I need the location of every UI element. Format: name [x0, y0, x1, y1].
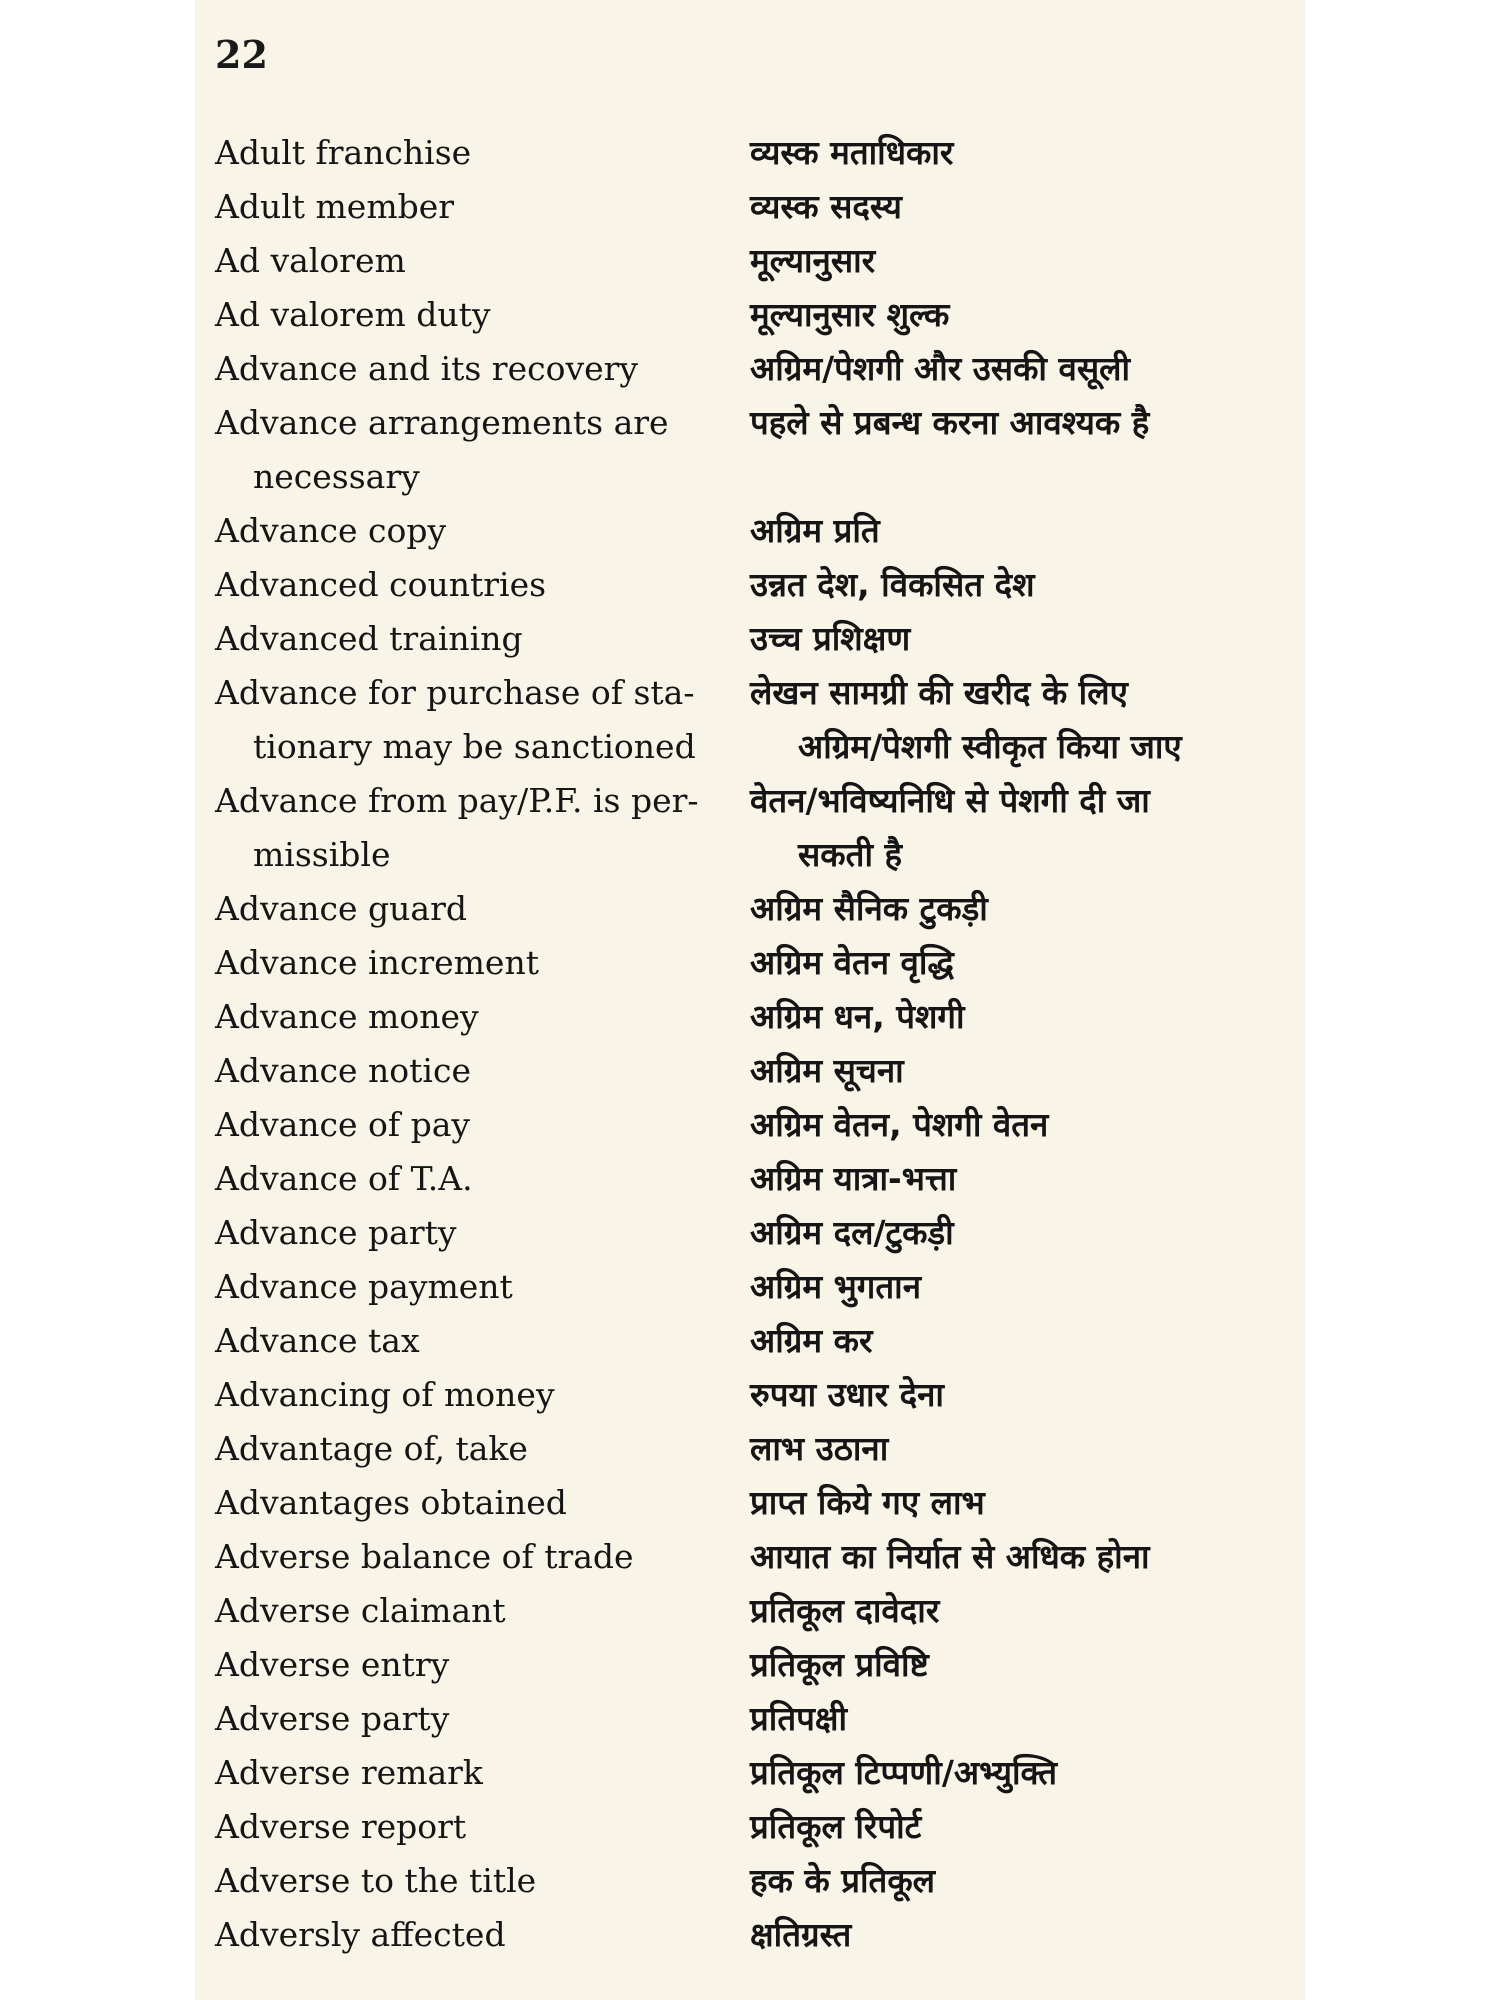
hindi-meaning-text: पहले से प्रबन्ध करना आवश्यक है [750, 403, 1150, 442]
glossary-entry [215, 1152, 1290, 1206]
glossary-entry [215, 1638, 1290, 1692]
glossary-entry [215, 1908, 1290, 1962]
glossary-entry [215, 936, 1290, 990]
english-term [215, 1044, 715, 1098]
english-term-text: Advance guard [215, 889, 467, 928]
english-term [215, 1692, 715, 1746]
hindi-meaning [750, 612, 1290, 666]
hindi-meaning-text: प्रतिकूल टिप्पणी/अभ्युक्ति [750, 1753, 1058, 1792]
hindi-meaning [750, 234, 1290, 288]
english-term [215, 666, 715, 774]
hindi-meaning-text: अग्रिम यात्रा-भत्ता [750, 1159, 957, 1198]
glossary-entry [215, 504, 1290, 558]
hindi-meaning-text: मूल्यानुसार शुल्क [750, 295, 950, 334]
hindi-meaning-text: अग्रिम धन, पेशगी [750, 997, 965, 1036]
english-term-text: Advance money [215, 997, 479, 1036]
hindi-meaning-text: अग्रिम प्रति [750, 511, 880, 550]
glossary-entry [215, 1530, 1290, 1584]
hindi-meaning [750, 990, 1290, 1044]
english-term-text: Ad valorem duty [215, 295, 491, 334]
hindi-meaning [750, 1422, 1290, 1476]
english-term-text: Adverse to the title [215, 1861, 537, 1900]
hindi-meaning-text: अग्रिम/पेशगी और उसकी वसूली [750, 349, 1131, 388]
glossary-entry [215, 180, 1290, 234]
hindi-meaning-text: उच्च प्रशिक्षण [750, 619, 911, 658]
english-term [215, 234, 715, 288]
hindi-meaning [750, 1584, 1290, 1638]
hindi-meaning [750, 666, 1290, 774]
hindi-meaning [750, 180, 1290, 234]
hindi-meaning-text: हक के प्रतिकूल [750, 1861, 936, 1900]
english-term [215, 1584, 715, 1638]
hindi-meaning [750, 558, 1290, 612]
glossary-entry [215, 558, 1290, 612]
hindi-meaning-text: प्राप्त किये गए लाभ [750, 1483, 985, 1522]
hindi-meaning [750, 342, 1290, 396]
glossary-entry [215, 774, 1290, 882]
hindi-meaning-text: अग्रिम वेतन, पेशगी वेतन [750, 1105, 1049, 1144]
hindi-meaning-text: अग्रिम वेतन वृद्धि [750, 943, 954, 982]
hindi-meaning-text: रुपया उधार देना [750, 1375, 944, 1414]
hindi-meaning [750, 882, 1290, 936]
english-term-text: Advance of T.A. [215, 1159, 473, 1198]
glossary-entry [215, 126, 1290, 180]
english-term [215, 1260, 715, 1314]
english-term-text: Advance for purchase of sta- [215, 673, 695, 712]
hindi-meaning [750, 1638, 1290, 1692]
hindi-meaning-text: प्रतिकूल प्रविष्टि [750, 1645, 929, 1684]
hindi-meaning-text: वेतन/भविष्यनिधि से पेशगी दी जा [750, 781, 1150, 820]
glossary-entry [215, 1800, 1290, 1854]
glossary-entry [215, 396, 1290, 504]
glossary-entry [215, 1422, 1290, 1476]
glossary-entry [215, 882, 1290, 936]
english-term [215, 1422, 715, 1476]
english-term-text: Advance party [215, 1213, 457, 1252]
hindi-meaning-text: क्षतिग्रस्त [750, 1915, 852, 1954]
glossary-entry [215, 666, 1290, 774]
english-term-continuation: missible [253, 835, 391, 874]
english-term [215, 882, 715, 936]
english-term-text: Advancing of money [215, 1375, 555, 1414]
english-term-continuation: necessary [253, 457, 420, 496]
hindi-meaning-text: प्रतिकूल दावेदार [750, 1591, 940, 1630]
english-term-text: Advantage of, take [215, 1429, 528, 1468]
hindi-meaning [750, 1098, 1290, 1152]
english-term [215, 180, 715, 234]
english-term [215, 1530, 715, 1584]
hindi-meaning-text: लाभ उठाना [750, 1429, 889, 1468]
hindi-meaning-text: लेखन सामग्री की खरीद के लिए [750, 673, 1128, 712]
page-number: 22 [215, 32, 268, 77]
hindi-meaning [750, 1692, 1290, 1746]
english-term [215, 612, 715, 666]
english-term [215, 774, 715, 882]
hindi-meaning-text: व्यस्क मताधिकार [750, 133, 954, 172]
hindi-meaning-continuation: अग्रिम/पेशगी स्वीकृत किया जाए [798, 727, 1182, 766]
glossary-entry [215, 1260, 1290, 1314]
hindi-meaning [750, 1044, 1290, 1098]
hindi-meaning [750, 1476, 1290, 1530]
english-term-text: Adult franchise [215, 133, 472, 172]
hindi-meaning [750, 504, 1290, 558]
hindi-meaning [750, 1314, 1290, 1368]
english-term-text: Advanced countries [215, 565, 547, 604]
english-term [215, 1314, 715, 1368]
hindi-meaning-text: प्रतिपक्षी [750, 1699, 848, 1738]
glossary-entry [215, 990, 1290, 1044]
hindi-meaning [750, 1854, 1290, 1908]
hindi-meaning-text: व्यस्क सदस्य [750, 187, 902, 226]
hindi-meaning [750, 774, 1290, 882]
english-term-text: Adult member [215, 187, 455, 226]
english-term-text: Advance from pay/P.F. is per- [215, 781, 699, 820]
english-term-text: Advance arrangements are [215, 403, 669, 442]
glossary-entry [215, 1098, 1290, 1152]
glossary-entry [215, 1854, 1290, 1908]
english-term-text: Adverse remark [215, 1753, 483, 1792]
english-term [215, 1368, 715, 1422]
english-term-text: Adverse balance of trade [215, 1537, 634, 1576]
english-term [215, 1908, 715, 1962]
english-term-text: Advance notice [215, 1051, 471, 1090]
glossary-entry [215, 342, 1290, 396]
english-term-text: Advance of pay [215, 1105, 471, 1144]
hindi-meaning-continuation: सकती है [798, 835, 903, 874]
glossary-entry [215, 1746, 1290, 1800]
hindi-meaning-text: अग्रिम दल/टुकड़ी [750, 1213, 954, 1252]
english-term [215, 1854, 715, 1908]
glossary-entry [215, 1476, 1290, 1530]
glossary-entry [215, 1314, 1290, 1368]
glossary-entry [215, 1584, 1290, 1638]
english-term [215, 504, 715, 558]
hindi-meaning-text: प्रतिकूल रिपोर्ट [750, 1807, 922, 1846]
english-term [215, 1746, 715, 1800]
english-term [215, 1152, 715, 1206]
glossary-list [215, 126, 1290, 1962]
english-term [215, 1800, 715, 1854]
hindi-meaning [750, 1530, 1290, 1584]
hindi-meaning-text: अग्रिम कर [750, 1321, 873, 1360]
english-term-text: Advance copy [215, 511, 447, 550]
english-term-text: Advance tax [215, 1321, 420, 1360]
english-term-text: Advantages obtained [215, 1483, 567, 1522]
english-term [215, 990, 715, 1044]
hindi-meaning-text: अग्रिम सैनिक टुकड़ी [750, 889, 988, 928]
dictionary-page [195, 0, 1305, 2000]
glossary-entry [215, 1692, 1290, 1746]
english-term [215, 558, 715, 612]
english-term [215, 1098, 715, 1152]
english-term [215, 396, 715, 504]
english-term-text: Advance and its recovery [215, 349, 639, 388]
english-term-text: Adversly affected [215, 1915, 506, 1954]
english-term-text: Adverse entry [215, 1645, 450, 1684]
glossary-entry [215, 612, 1290, 666]
hindi-meaning [750, 1206, 1290, 1260]
english-term [215, 1206, 715, 1260]
hindi-meaning [750, 1800, 1290, 1854]
english-term-continuation: tionary may be sanctioned [253, 727, 696, 766]
hindi-meaning [750, 126, 1290, 180]
english-term [215, 288, 715, 342]
english-term [215, 1638, 715, 1692]
hindi-meaning [750, 1908, 1290, 1962]
glossary-entry [215, 234, 1290, 288]
hindi-meaning [750, 1368, 1290, 1422]
hindi-meaning [750, 1746, 1290, 1800]
english-term [215, 1476, 715, 1530]
hindi-meaning-text: अग्रिम भुगतान [750, 1267, 922, 1306]
english-term-text: Advance payment [215, 1267, 513, 1306]
english-term-text: Advanced training [215, 619, 523, 658]
glossary-entry [215, 1368, 1290, 1422]
glossary-entry [215, 1206, 1290, 1260]
english-term-text: Adverse report [215, 1807, 467, 1846]
hindi-meaning [750, 1152, 1290, 1206]
hindi-meaning-text: मूल्यानुसार [750, 241, 876, 280]
hindi-meaning-text: आयात का निर्यात से अधिक होना [750, 1537, 1150, 1576]
hindi-meaning [750, 288, 1290, 342]
hindi-meaning [750, 1260, 1290, 1314]
english-term-text: Adverse party [215, 1699, 450, 1738]
english-term-text: Ad valorem [215, 241, 406, 280]
hindi-meaning [750, 396, 1290, 450]
glossary-entry [215, 288, 1290, 342]
english-term [215, 126, 715, 180]
hindi-meaning [750, 936, 1290, 990]
english-term-text: Advance increment [215, 943, 539, 982]
english-term [215, 342, 715, 396]
english-term-text: Adverse claimant [215, 1591, 506, 1630]
glossary-entry [215, 1044, 1290, 1098]
english-term [215, 936, 715, 990]
hindi-meaning-text: अग्रिम सूचना [750, 1051, 904, 1090]
hindi-meaning-text: उन्नत देश, विकसित देश [750, 565, 1035, 604]
